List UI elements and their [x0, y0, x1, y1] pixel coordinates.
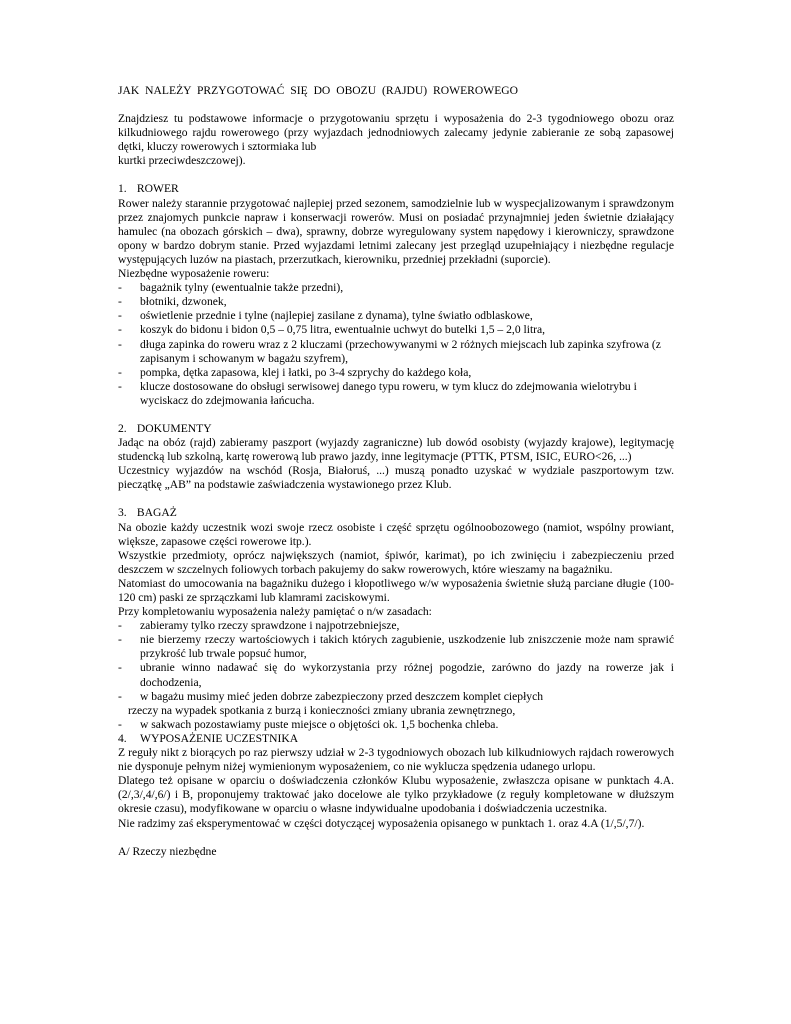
section-heading-bagaz: 3. BAGAŻ — [118, 506, 177, 520]
bike-equipment-list — [118, 281, 674, 408]
list-item: - koszyk do bidonu i bidon 0,5 – 0,75 litra, ewentualnie uchwyt do butelki 1,5 – 2,0 litra, — [118, 323, 546, 337]
list-intro: Niezbędne wyposażenie roweru: — [118, 267, 270, 281]
section-paragraph: Uczestnicy wyjazdów na wschód (Rosja, Białoruś, ...) muszą ponadto uzyskać w wydziale paszportowym tzw. pieczątkę „AB” na podstawie zaświadczenia wystawionego przez Klub. — [118, 464, 674, 492]
section-paragraph: Rower należy starannie przygotować najlepiej przed sezonem, samodzielnie lub w wyspecjalizowanym i sprawdzonym przez znajomych punkcie napraw i konserwacji rowerów. Musi on posiadać przynajmniej jeden świetnie działający hamulec (na obozach górskich – dwa), sprawny, dobrze wyregulowany system napędowy i kierowniczy, sprawdzone opony w bardzo dobrym stanie. Przed wyjazdami letnimi zalecany jest przegląd uzupełniający i niezbędne regulacje występujących luzów na piastach, przerzutkach, kierowniku, przedniej przekładni (suporcie). — [118, 196, 674, 266]
spacer — [118, 492, 674, 506]
section-paragraph: Na obozie każdy uczestnik wozi swoje rzecz osobiste i część sprzętu ogólnoobozowego (namiot, wspólny prowiant, większe, zapasowe części rowerowe itp.). — [118, 520, 674, 548]
list-intro: Przy kompletowaniu wyposażenia należy pamiętać o n/w zasadach: — [118, 605, 432, 619]
list-item: - oświetlenie przednie i tylne (najlepiej zasilane z dynama), tylne światło odblaskowe, — [118, 309, 533, 323]
document-page — [118, 84, 674, 859]
section-heading-wyposazenie: 4. WYPOSAŻENIE UCZESTNIKA — [118, 731, 299, 745]
section-heading-rower: 1. ROWER — [118, 182, 179, 196]
list-item: - nie bierzemy rzeczy wartościowych i takich których zagubienie, uszkodzenie lub zniszczenie może nam sprawić przykrość lub trwale popsuć humor, — [118, 633, 674, 661]
section-paragraph: Wszystkie przedmioty, oprócz największych (namiot, śpiwór, karimat), po ich zwinięciu i zabezpieczeniu przed deszczem w szczelnych foliowych torbach pakujemy do sakw rowerowych, które wieszamy na bagażniku. — [118, 548, 674, 576]
list-item: - błotniki, dzwonek, — [118, 295, 227, 309]
subheading: A/ Rzeczy niezbędne — [118, 844, 217, 858]
list-item: - klucze dostosowane do obsługi serwisowej danego typu roweru, w tym klucz do zdejmowania wielotrybu i wyciskacz do zdejmowania łańcucha. — [118, 379, 637, 407]
list-item: - w sakwach pozostawiamy puste miejsce o objętości ok. 1,5 bochenka chleba. — [118, 717, 499, 731]
list-item: - ubranie winno nadawać się do wykorzystania przy różnej pogodzie, zarówno do jazdy na rowerze jak i dochodzenia, — [118, 661, 674, 689]
section-paragraph: Natomiast do umocowania na bagażniku dużego i kłopotliwego w/w wyposażenia świetnie służą parciane długie (100-120 cm) paski ze sprzączkami lub klamrami zaciskowymi. — [118, 576, 674, 604]
section-paragraph: Jadąc na obóz (rajd) zabieramy paszport (wyjazdy zagraniczne) lub dowód osobisty (wyjazdy krajowe), legitymację studencką lub szkolną, kartę rowerową lub prawo jazdy, inne legitymacje (PTTK, PTSM, ISIC, EURO<26, ...) — [118, 436, 674, 464]
list-item-continuation: rzeczy na wypadek spotkania z burzą i konieczności zmiany ubrania zewnętrznego, — [128, 703, 516, 717]
section-paragraph: Z reguły nikt z biorących po raz pierwszy udział w 2-3 tygodniowych obozach lub kilkudniowych rajdach rowerowych nie dysponuje pełnym niżej wymienionym wyposażeniem, co nie wyklucza spędzenia udanego urlopu. — [118, 746, 674, 774]
spacer — [118, 168, 674, 182]
list-item: - pompka, dętka zapasowa, klej i łatki, po 3-4 szprychy do każdego koła, — [118, 365, 472, 379]
intro-paragraph: Znajdziesz tu podstawowe informacje o przygotowaniu sprzętu i wyposażenia do 2-3 tygodniowego obozu oraz kilkudniowego rajdu rowerowego (przy wyjazdach jednodniowych zalecamy jedynie zabieranie ze sobą zapasowej dętki, kluczy rowerowych i sztormiaka lub — [118, 112, 674, 154]
spacer — [118, 831, 674, 845]
spacer — [118, 408, 674, 422]
packing-rules-list-end — [118, 718, 674, 732]
section-paragraph: Dlatego też opisane w oparciu o doświadczenia członków Klubu wyposażenie, zwłaszcza opisane w punktach 4.A.(2/,3/,4/,6/) i B, proponujemy traktować jako docelowe ale tylko przykładowe (z reguły kompletowane w dłuższym okresie czasu), modyfikowane w oparciu o własne indywidualne upodobania i doświadczenia uczestnika. — [118, 774, 674, 816]
list-item: - bagażnik tylny (ewentualnie także przedni), — [118, 281, 344, 295]
list-item: - zabieramy tylko rzeczy sprawdzone i najpotrzebniejsze, — [118, 619, 400, 633]
list-item: - długa zapinka do roweru wraz z 2 kluczami (przechowywanymi w 2 różnych miejscach lub zapinka szyfrowa (z zapisanym i schowanym w bagażu szyfrem), — [118, 337, 661, 365]
intro-paragraph-end: kurtki przeciwdeszczowej). — [118, 154, 246, 168]
list-item: - w bagażu musimy mieć jeden dobrze zabezpieczony przed deszczem komplet ciepłych — [118, 689, 544, 703]
packing-rules-list — [118, 619, 674, 704]
section-heading-dokumenty: 2. DOKUMENTY — [118, 421, 212, 435]
page-title: JAK NALEŻY PRZYGOTOWAĆ SIĘ DO OBOZU (RAJDU) ROWEROWEGO — [118, 84, 519, 97]
section-paragraph: Nie radzimy zaś eksperymentować w części dotyczącej wyposażenia opisanego w punktach 1. oraz 4.A (1/,5/,7/). — [118, 816, 645, 830]
